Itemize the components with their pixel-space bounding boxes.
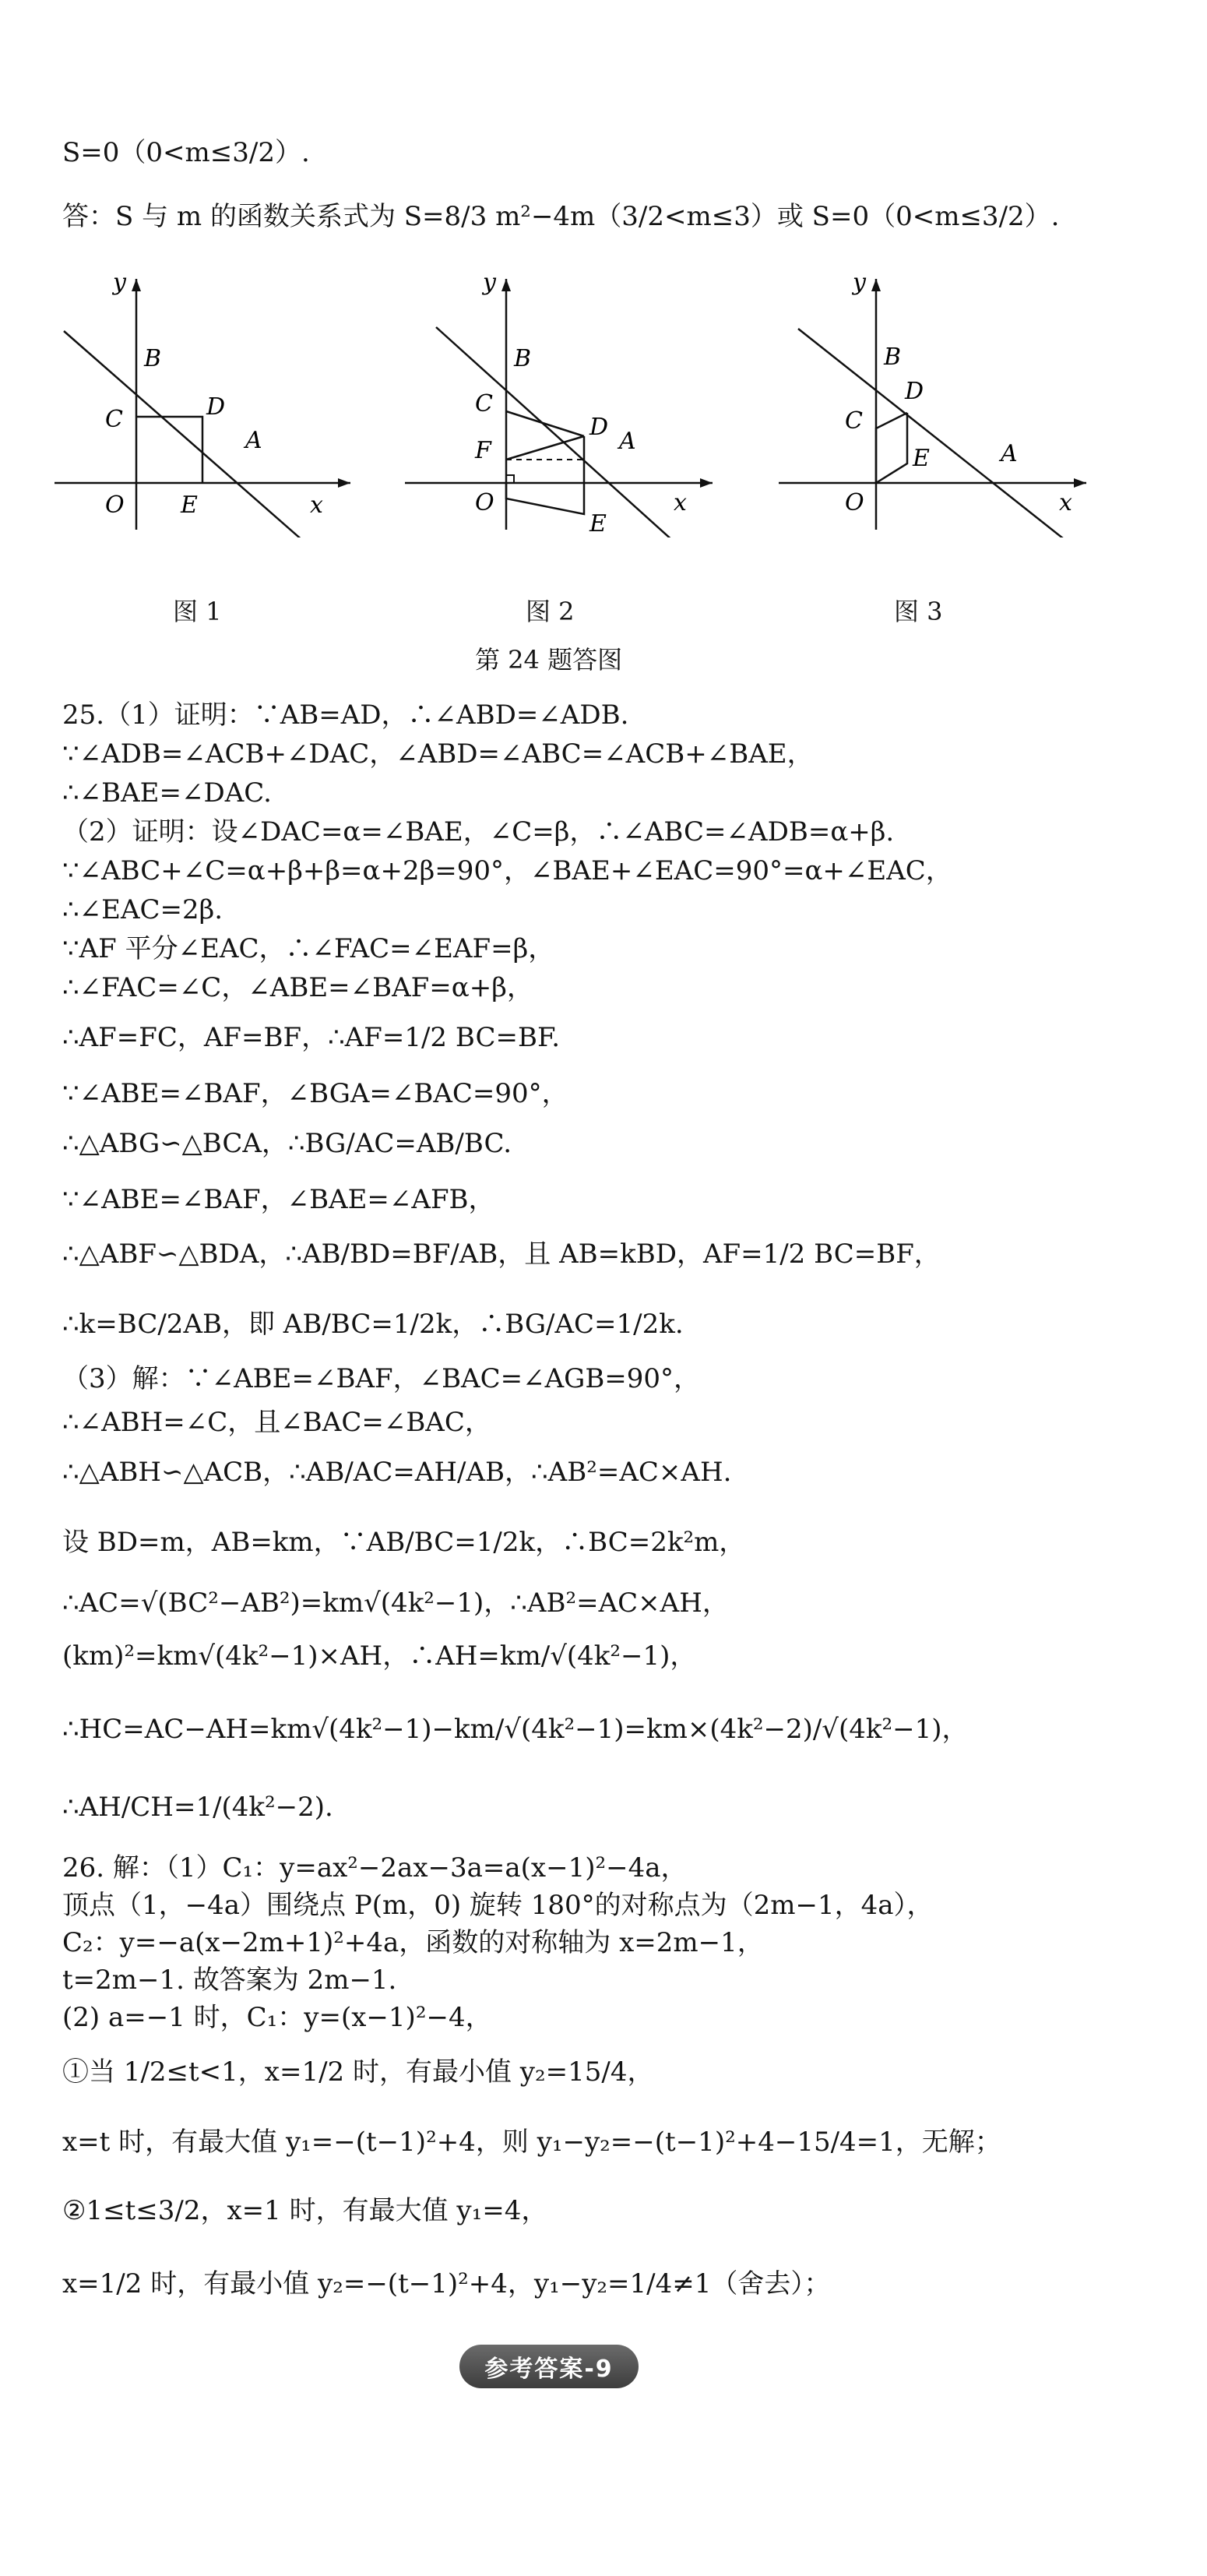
q25-line: ∴△ABF∽△BDA，∴AB/BD=BF/AB，且 AB=kBD，AF=1/2 BC=BF，: [62, 1239, 941, 1270]
q25-line: ∴AC=√(BC²−AB²)=km√(4k²−1)，∴AB²=AC×AH，: [62, 1588, 729, 1619]
label-y: y: [113, 273, 126, 296]
q25-line: ∴AF=FC，AF=BF，∴AF=1/2 BC=BF.: [62, 1022, 561, 1053]
q25-line: ∴∠FAC=∠C，∠ABE=∠BAF=α+β，: [62, 972, 533, 1003]
label-E: E: [913, 445, 930, 472]
q26-line: ②1≤t≤3/2，x=1 时，有最大值 y₁=4，: [62, 2195, 548, 2226]
figure-group-caption: 第 24 题答图: [475, 645, 623, 675]
q25-line: ∴k=BC/2AB，即 AB/BC=1/2k，∴BG/AC=1/2k.: [62, 1309, 684, 1340]
q25-line: ∴∠EAC=2β.: [62, 894, 223, 925]
label-E: E: [181, 492, 198, 519]
label-x: x: [310, 492, 323, 519]
q26-line: x=1/2 时，有最小值 y₂=−(t−1)²+4，y₁−y₂=1/4≠1（舍去）；: [62, 2268, 831, 2299]
text-line: 答：S 与 m 的函数关系式为 S=8/3 m²−4m（3/2<m≤3）或 S=0（0<m≤3/2）.: [62, 201, 1060, 232]
q25-line: 设 BD=m，AB=km，∵AB/BC=1/2k，∴BC=2k²m，: [62, 1527, 746, 1558]
q25-line: （2）证明：设∠DAC=α=∠BAE，∠C=β，∴∠ABC=∠ADB=α+β.: [62, 816, 895, 848]
figure-2: [401, 273, 728, 537]
figure-caption: 图 3: [894, 597, 943, 626]
q26-line: t=2m−1. 故答案为 2m−1.: [62, 1965, 397, 1996]
label-A: A: [619, 428, 636, 455]
label-D: D: [589, 414, 609, 441]
q25-line: ∴HC=AC−AH=km√(4k²−1)−km/√(4k²−1)=km×(4k²−2)/√(4k²−1)，: [62, 1714, 969, 1745]
figure-3: [771, 273, 1098, 537]
label-y: y: [483, 273, 496, 296]
label-x: x: [674, 489, 687, 516]
label-O: O: [845, 489, 864, 516]
label-O: O: [475, 489, 494, 516]
text-line: S=0（0<m≤3/2）.: [62, 137, 310, 168]
q25-line: ∵AF 平分∠EAC，∴∠FAC=∠EAF=β，: [62, 933, 555, 964]
q25-line: ∵∠ABC+∠C=α+β+β=α+2β=90°，∠BAE+∠EAC=90°=α+∠EAC，: [62, 855, 952, 886]
label-C: C: [105, 406, 123, 433]
label-A: A: [245, 427, 262, 454]
q25-line: ∵∠ADB=∠ACB+∠DAC，∠ABD=∠ABC=∠ACB+∠BAE，: [62, 738, 814, 770]
q26-line: (2) a=−1 时，C₁：y=(x−1)²−4，: [62, 2002, 492, 2033]
q25-line: 25.（1）证明：∵AB=AD，∴∠ABD=∠ADB.: [62, 700, 629, 731]
figure-1: [47, 273, 358, 537]
q25-line: ∵∠ABE=∠BAF，∠BAE=∠AFB，: [62, 1184, 495, 1215]
q25-line: ∴△ABG∽△BCA，∴BG/AC=AB/BC.: [62, 1128, 512, 1159]
label-y: y: [853, 273, 866, 296]
q25-line: ∴∠BAE=∠DAC.: [62, 777, 272, 809]
figure-caption: 图 2: [526, 597, 575, 626]
label-C: C: [475, 390, 493, 418]
label-A: A: [1001, 440, 1018, 467]
label-D: D: [905, 378, 924, 405]
q26-line: 26. 解：（1）C₁：y=ax²−2ax−3a=a(x−1)²−4a，: [62, 1852, 688, 1884]
label-B: B: [144, 345, 162, 372]
q25-line: ∵∠ABE=∠BAF，∠BGA=∠BAC=90°，: [62, 1078, 568, 1109]
label-B: B: [884, 344, 902, 371]
label-D: D: [206, 393, 226, 421]
q25-line: ∴AH/CH=1/(4k²−2).: [62, 1792, 333, 1823]
label-F: F: [475, 437, 491, 464]
label-x: x: [1059, 489, 1072, 516]
q26-line: 顶点（1，−4a）围绕点 P(m，0) 旋转 180°的对称点为（2m−1，4a），: [62, 1890, 934, 1921]
q26-line: ①当 1/2≤t<1，x=1/2 时，有最小值 y₂=15/4，: [62, 2056, 654, 2088]
label-C: C: [845, 407, 863, 435]
q25-line: (km)²=km√(4k²−1)×AH，∴AH=km/√(4k²−1)，: [62, 1640, 697, 1672]
label-B: B: [514, 345, 532, 372]
figure-caption: 图 1: [173, 597, 222, 626]
label-E: E: [589, 510, 607, 537]
q25-line: （3）解：∵∠ABE=∠BAF，∠BAC=∠AGB=90°，: [62, 1363, 701, 1394]
q26-line: x=t 时，有最大值 y₁=−(t−1)²+4，则 y₁−y₂=−(t−1)²+4−15/4=1，无解；: [62, 2127, 1001, 2158]
page-footer-badge: 参考答案-9: [459, 2345, 639, 2388]
q25-line: ∴△ABH∽△ACB，∴AB/AC=AH/AB，∴AB²=AC×AH.: [62, 1457, 732, 1488]
label-O: O: [105, 492, 125, 519]
q26-line: C₂：y=−a(x−2m+1)²+4a，函数的对称轴为 x=2m−1，: [62, 1927, 764, 1958]
q25-line: ∴∠ABH=∠C，且∠BAC=∠BAC，: [62, 1407, 491, 1438]
